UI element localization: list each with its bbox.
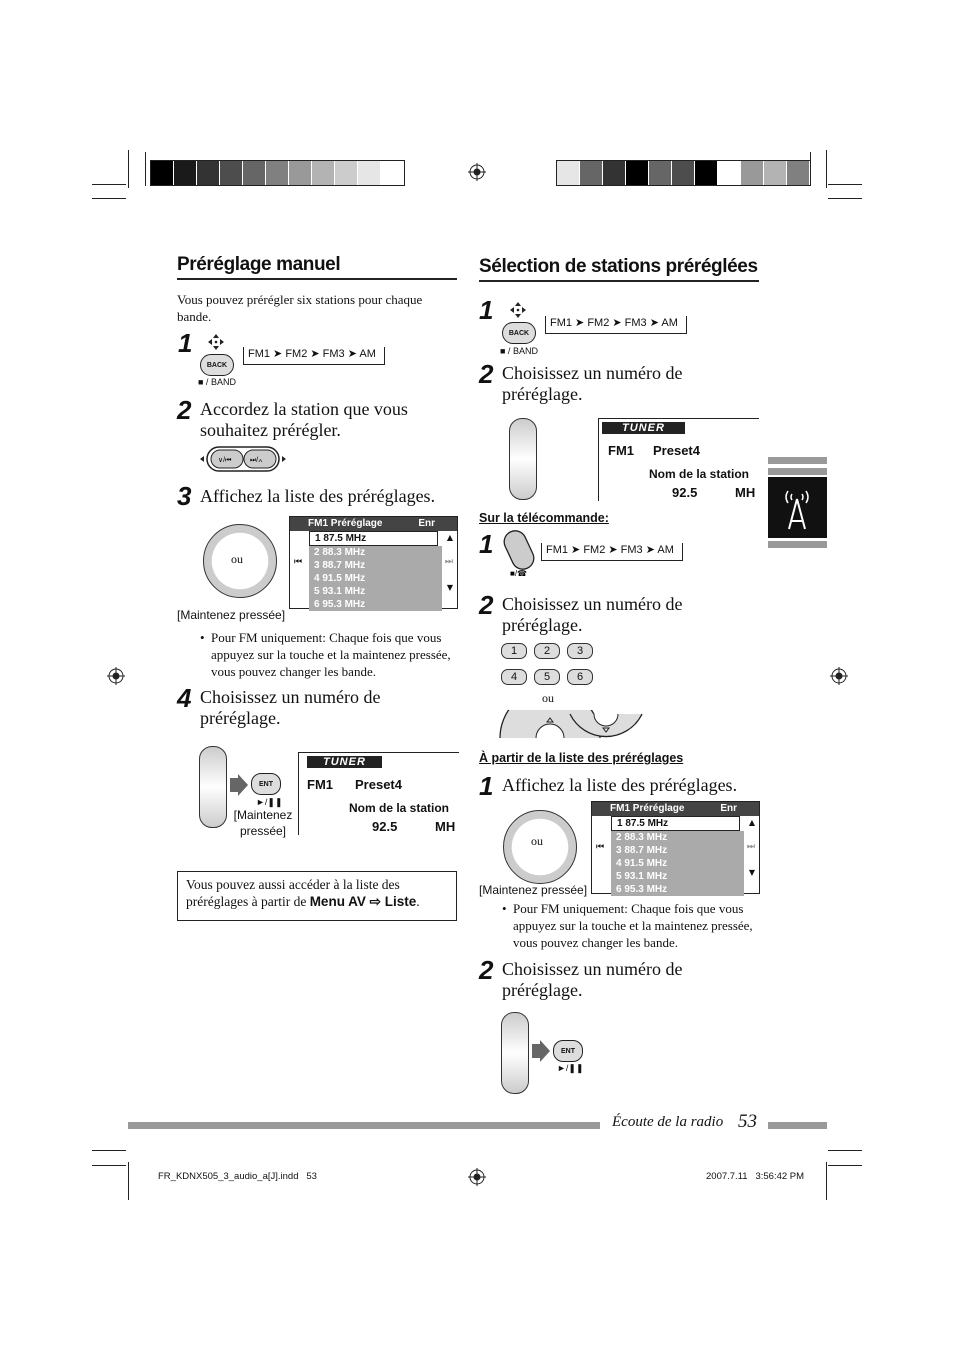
registration-mark-icon bbox=[468, 1168, 486, 1186]
band-sequence: FM1 ➤ FM2 ➤ FM3 ➤ AM bbox=[546, 544, 674, 556]
color-swatch bbox=[672, 161, 695, 185]
note-box bbox=[177, 871, 457, 921]
preset-list-screen bbox=[289, 516, 458, 609]
color-swatch bbox=[335, 161, 358, 185]
color-swatch bbox=[266, 161, 289, 185]
footer-rule bbox=[128, 1122, 600, 1129]
preset-row[interactable]: 1 87.5 MHz bbox=[611, 816, 740, 831]
crop-mark bbox=[828, 1165, 862, 1166]
arrow-icon bbox=[230, 774, 248, 796]
rocker-switch[interactable] bbox=[199, 746, 227, 828]
preset-row[interactable]: 5 93.1 MHz bbox=[309, 585, 442, 598]
preset-row[interactable]: 1 87.5 MHz bbox=[309, 531, 438, 546]
step-number: 2 bbox=[479, 955, 494, 985]
color-swatch bbox=[695, 161, 718, 185]
preset-list-header: FM1 Préréglage Enr bbox=[592, 802, 759, 816]
preset-list-screen bbox=[591, 801, 760, 894]
color-swatch bbox=[557, 161, 580, 185]
enter-button[interactable]: ENT bbox=[251, 773, 281, 795]
file-name: FR_KDNX505_3_audio_a[J].indd 53 bbox=[158, 1171, 317, 1182]
section-title-manual: Préréglage manuel bbox=[177, 254, 457, 280]
number-key-4[interactable]: 4 bbox=[501, 669, 527, 685]
remote-heading: Sur la télécommande: bbox=[479, 511, 609, 525]
remote-band-button-icon[interactable] bbox=[500, 528, 538, 580]
preset-row[interactable]: 3 88.7 MHz bbox=[611, 844, 744, 857]
crop-mark bbox=[92, 184, 126, 185]
tuner-freq: 92.5 bbox=[672, 485, 698, 500]
tuner-preset: Preset4 bbox=[355, 777, 402, 792]
step-text: Affichez la liste des préréglages. bbox=[502, 775, 738, 795]
band-button-label: ■ / BAND bbox=[198, 377, 236, 387]
back-button[interactable]: BACK bbox=[502, 322, 536, 344]
step-number: 1 bbox=[479, 295, 494, 325]
next-icon: ⏭ bbox=[444, 557, 453, 567]
number-key-1[interactable]: 1 bbox=[501, 643, 527, 659]
preset-row[interactable]: 4 91.5 MHz bbox=[309, 572, 442, 585]
color-swatch bbox=[289, 161, 312, 185]
list-heading: À partir de la liste des préréglages bbox=[479, 751, 684, 765]
page-number: 53 bbox=[738, 1111, 757, 1132]
tuner-screen bbox=[298, 752, 459, 835]
down-arrow-icon: ▼ bbox=[446, 583, 453, 592]
remote-dial-icon[interactable] bbox=[498, 710, 648, 738]
svg-text:■/☎: ■/☎ bbox=[510, 569, 528, 578]
crop-mark bbox=[92, 198, 126, 199]
crop-mark bbox=[826, 150, 827, 188]
step-text: Choisissez un numéro de préréglage. bbox=[502, 594, 683, 635]
hold-label: [Maintenez pressée] bbox=[177, 608, 286, 622]
registration-mark-icon bbox=[468, 163, 486, 181]
rocker-switch[interactable] bbox=[509, 418, 537, 500]
hold-label: [Maintenez pressée] bbox=[479, 883, 588, 897]
step-number: 2 bbox=[479, 359, 494, 389]
intro-text: Vous pouvez prérégler six stations pour chaque bande. bbox=[177, 292, 423, 324]
crop-mark bbox=[828, 184, 862, 185]
step-text: Choisissez un numéro de préréglage. bbox=[502, 959, 683, 1000]
footer-section: Écoute de la radio bbox=[612, 1114, 724, 1130]
color-swatch bbox=[718, 161, 741, 185]
step-text: Affichez la liste des préréglages. bbox=[200, 486, 436, 506]
svg-text:⏭/∧: ⏭/∧ bbox=[250, 457, 263, 464]
prev-icon: ⏮ bbox=[596, 842, 605, 852]
enter-button[interactable]: ENT bbox=[553, 1040, 583, 1062]
side-tab-stripe bbox=[768, 468, 827, 475]
color-swatch bbox=[358, 161, 381, 185]
tuner-station: Nom de la station bbox=[349, 801, 450, 815]
color-swatch bbox=[151, 161, 174, 185]
or-label: ou bbox=[531, 834, 543, 848]
step-number: 4 bbox=[177, 683, 192, 713]
preset-row[interactable]: 5 93.1 MHz bbox=[611, 870, 744, 883]
color-swatch bbox=[741, 161, 764, 185]
bullet-note-text: Pour FM uniquement: Chaque fois que vous appuyez sur la touche et la maintenez pressée, vous pouvez changer les bande. bbox=[513, 901, 753, 950]
registration-mark-icon bbox=[107, 667, 125, 685]
step-number: 1 bbox=[479, 771, 494, 801]
play-pause-label: ►/❚❚ bbox=[256, 797, 283, 807]
color-swatch bbox=[626, 161, 649, 185]
preset-row[interactable]: 2 88.3 MHz bbox=[611, 831, 744, 844]
number-key-5[interactable]: 5 bbox=[534, 669, 560, 685]
color-swatch bbox=[580, 161, 603, 185]
step-number: 2 bbox=[177, 395, 192, 425]
tuner-logo: TUNER bbox=[307, 756, 382, 768]
tune-buttons-icon bbox=[198, 445, 288, 473]
color-bar-right bbox=[556, 160, 811, 186]
step-number: 3 bbox=[177, 481, 192, 511]
band-button-label: ■ / BAND bbox=[500, 346, 538, 356]
preset-row[interactable]: 4 91.5 MHz bbox=[611, 857, 744, 870]
side-tab bbox=[768, 477, 827, 538]
rocker-switch[interactable] bbox=[501, 1012, 529, 1094]
step-text: Choisissez un numéro de préréglage. bbox=[502, 363, 683, 404]
tuner-band: FM1 bbox=[608, 443, 634, 458]
color-swatch bbox=[603, 161, 626, 185]
preset-list-header: FM1 Préréglage Enr bbox=[290, 517, 457, 531]
crop-mark bbox=[826, 1162, 827, 1200]
tuner-logo: TUNER bbox=[602, 422, 685, 434]
color-swatch bbox=[649, 161, 672, 185]
step-number: 1 bbox=[479, 529, 494, 559]
bullet-note-text: Pour FM uniquement: Chaque fois que vous appuyez sur la touche et la maintenez pressée, vous pouvez changer les bande. bbox=[211, 630, 451, 679]
step-text: Accordez la station que vous souhaitez prérégler. bbox=[200, 399, 408, 440]
back-button[interactable]: BACK bbox=[200, 354, 234, 376]
step-text: Choisissez un numéro de préréglage. bbox=[200, 687, 381, 728]
preset-row[interactable]: 3 88.7 MHz bbox=[309, 559, 442, 572]
arrow-icon bbox=[532, 1040, 550, 1062]
or-label: ou bbox=[542, 691, 554, 705]
cursor-pad-icon bbox=[509, 301, 527, 319]
band-sequence: FM1 ➤ FM2 ➤ FM3 ➤ AM bbox=[550, 317, 678, 329]
number-key-3[interactable]: 3 bbox=[567, 643, 593, 659]
crop-mark bbox=[128, 150, 129, 188]
crop-mark bbox=[92, 1150, 126, 1151]
radio-tower-icon bbox=[768, 477, 827, 538]
crop-mark bbox=[128, 1162, 129, 1200]
color-swatch bbox=[197, 161, 220, 185]
side-tab-stripe bbox=[768, 457, 827, 464]
preset-row[interactable]: 6 95.3 MHz bbox=[309, 598, 442, 611]
registration-mark-icon bbox=[830, 667, 848, 685]
band-sequence: FM1 ➤ FM2 ➤ FM3 ➤ AM bbox=[248, 348, 376, 360]
up-arrow-icon: ▲ bbox=[446, 533, 453, 542]
crop-mark bbox=[92, 1165, 126, 1166]
color-swatch bbox=[174, 161, 197, 185]
crop-mark bbox=[145, 152, 146, 186]
tuner-mode: MH bbox=[435, 819, 456, 834]
up-arrow-icon: ▲ bbox=[748, 818, 755, 827]
number-key-6[interactable]: 6 bbox=[567, 669, 593, 685]
down-arrow-icon: ▼ bbox=[748, 868, 755, 877]
prev-icon: ⏮ bbox=[294, 557, 303, 567]
color-swatch bbox=[764, 161, 787, 185]
section-title-select: Sélection de stations préréglées bbox=[479, 256, 759, 282]
or-label: ou bbox=[231, 552, 243, 566]
preset-row[interactable]: 2 88.3 MHz bbox=[309, 546, 442, 559]
note-menu-path: Menu AV ⇨ Liste bbox=[309, 894, 417, 909]
hold-label: [Maintenez pressée] bbox=[233, 808, 293, 838]
crop-mark bbox=[828, 198, 862, 199]
step-number: 1 bbox=[178, 328, 193, 358]
color-swatch bbox=[787, 161, 810, 185]
color-swatch bbox=[381, 161, 404, 185]
number-key-2[interactable]: 2 bbox=[534, 643, 560, 659]
play-pause-label: ►/❚❚ bbox=[557, 1063, 584, 1073]
bullet-note: • bbox=[502, 901, 507, 916]
footer-rule bbox=[768, 1122, 827, 1129]
color-swatch bbox=[243, 161, 266, 185]
step-number: 2 bbox=[479, 590, 494, 620]
tuner-screen bbox=[598, 418, 759, 501]
crop-mark bbox=[828, 1150, 862, 1151]
next-icon: ⏭ bbox=[746, 842, 755, 852]
cursor-pad-icon bbox=[207, 333, 225, 351]
preset-row[interactable]: 6 95.3 MHz bbox=[611, 883, 744, 896]
color-swatch bbox=[312, 161, 335, 185]
tuner-station: Nom de la station bbox=[649, 467, 750, 481]
print-date: 2007.7.11 3:56:42 PM bbox=[706, 1171, 805, 1182]
bullet-note: • bbox=[200, 630, 205, 645]
note-text: Vous pouvez aussi accéder à la liste des préréglages à partir de Menu AV ⇨ Liste. bbox=[186, 877, 420, 909]
tuner-mode: MH bbox=[735, 485, 756, 500]
tuner-preset: Preset4 bbox=[653, 443, 700, 458]
svg-text:∨/⏮: ∨/⏮ bbox=[218, 457, 232, 464]
tuner-freq: 92.5 bbox=[372, 819, 398, 834]
color-bar-left bbox=[150, 160, 405, 186]
tuner-band: FM1 bbox=[307, 777, 333, 792]
side-tab-stripe bbox=[768, 541, 827, 548]
color-swatch bbox=[220, 161, 243, 185]
